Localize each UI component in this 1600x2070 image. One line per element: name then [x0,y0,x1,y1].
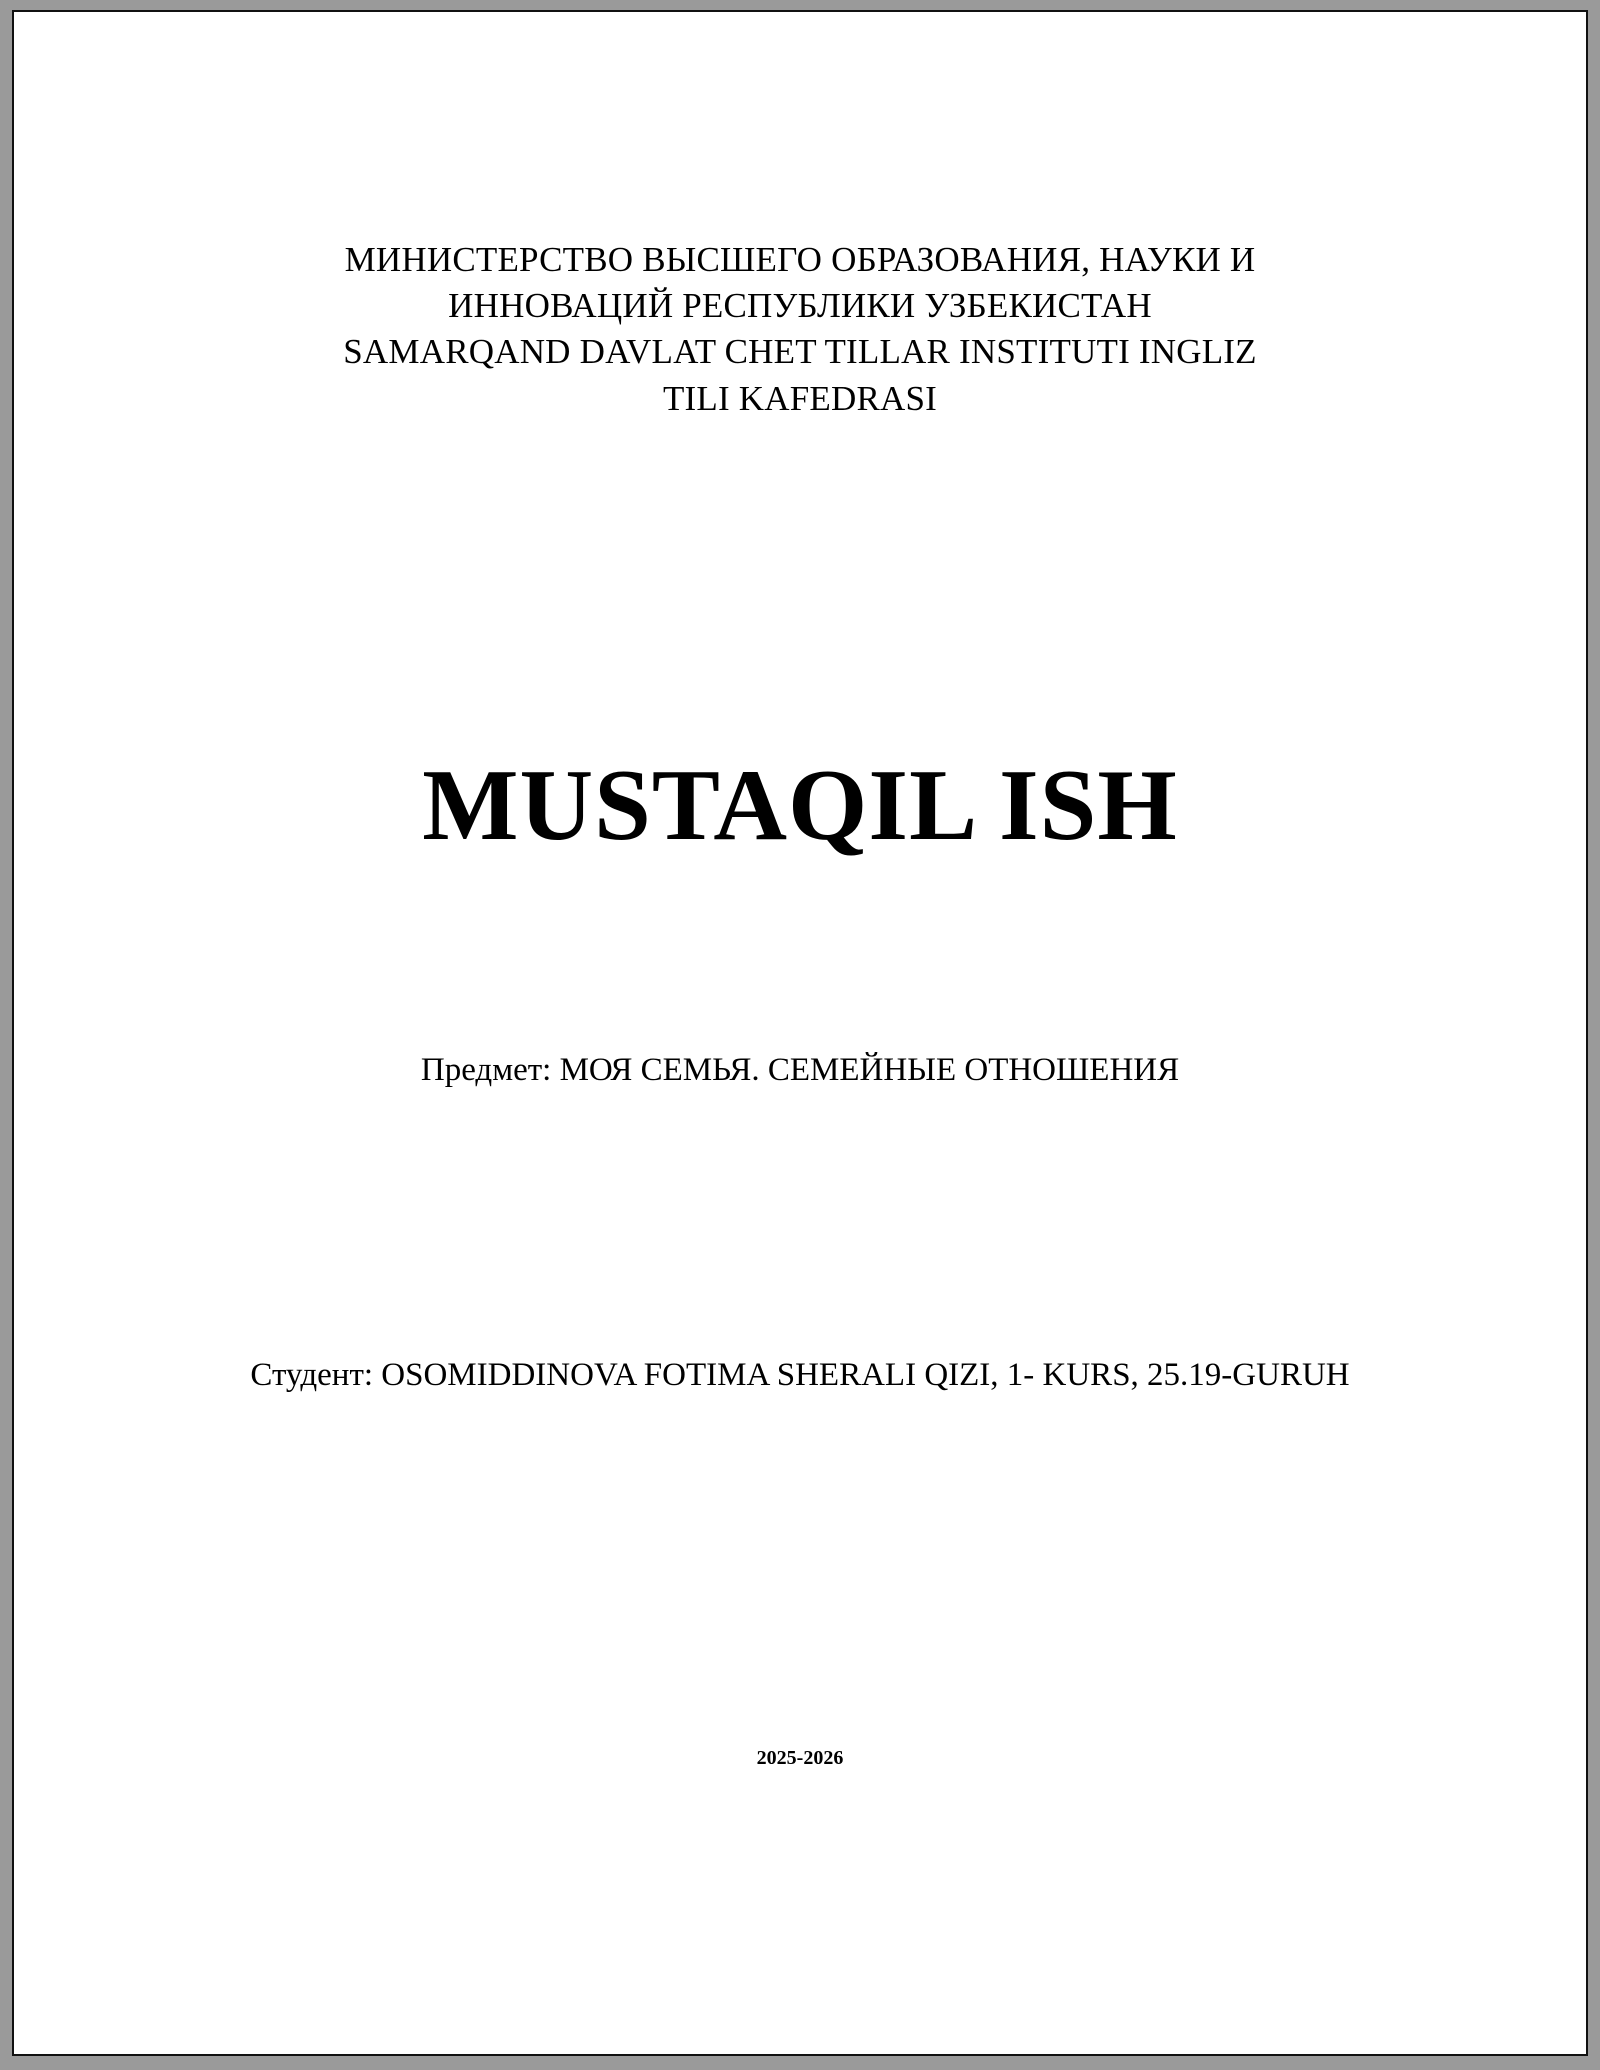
heading-line-4: TILI KAFEDRASI [662,378,938,418]
heading-line-2: ИННОВАЦИЙ РЕСПУБЛИКИ УЗБЕКИСТАН [448,286,1152,326]
page-title: MUSTAQIL ISH [422,749,1178,862]
subject-label: Предмет: МОЯ СЕМЬЯ. СЕМЕЙНЫЕ ОТНОШЕНИЯ [420,1052,1180,1088]
institution-heading [255,237,1345,422]
student-label: Студент: OSOMIDDINOVA FOTIMA SHERALI QIZI, 1- KURS, 25.19-GURUH [250,1357,1350,1393]
heading-line-3: SAMARQAND DAVLAT CHET TILLAR INSTITUTI INGLIZ [343,332,1257,372]
academic-year-label: 2025-2026 [756,1747,844,1769]
page-content [14,12,1586,2054]
heading-line-1: МИНИСТЕРСТВО ВЫСШЕГО ОБРАЗОВАНИЯ, НАУКИ И [344,240,1256,279]
document-page [12,10,1588,2056]
